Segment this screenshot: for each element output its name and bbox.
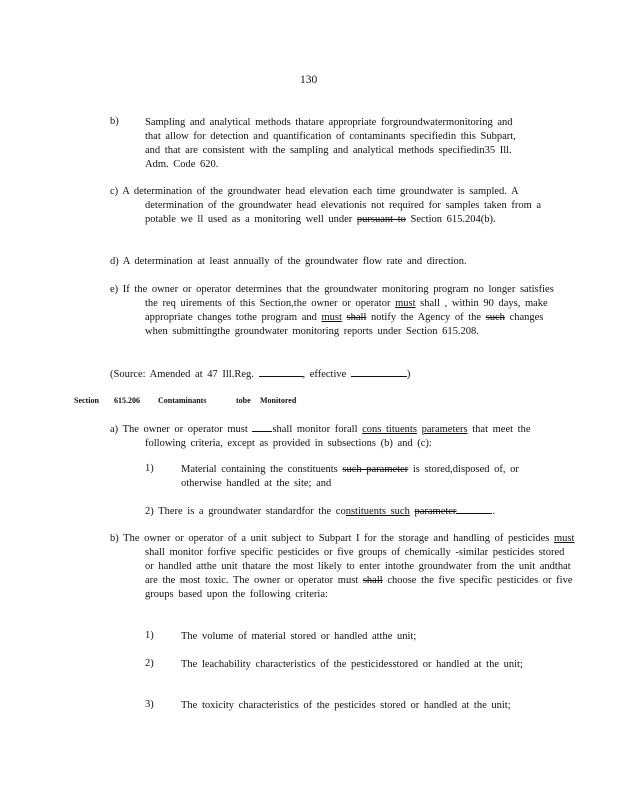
sec-b2-text: The leachability characteristics of the pesticidesstored or handled at the unit; xyxy=(181,659,523,670)
item-e-part1: e) If the owner or operator determines that the groundwater monitoring program no longer satisfies the req uirements of this Section,the owner or operator xyxy=(110,284,554,309)
sec-a-under1: cons tituents xyxy=(362,424,417,435)
item-c xyxy=(110,185,565,227)
item-e-part4: changes when submittingthe groundwater monitoring reports under Section 615.208. xyxy=(145,312,544,337)
item-c-strike: pursuant to xyxy=(356,214,406,225)
section-label: Section xyxy=(74,396,99,405)
sec-b-text1: b) The owner or operator of a unit subject to Subpart I for the storage and handling of pesticides xyxy=(110,533,550,544)
section-title-c: Monitored xyxy=(260,396,297,405)
sec-b-must1: must xyxy=(553,533,575,544)
sec-a-under2: parameters xyxy=(421,424,468,435)
section-number: 615.206 xyxy=(114,396,140,405)
sec-a2-strike: parameter xyxy=(414,506,457,517)
item-b-label: b) xyxy=(110,116,119,127)
item-e-strike-shall: shall xyxy=(346,312,367,323)
item-b-text: Sampling and analytical methods thatare appropriate forgroundwatermonitoring and that allow for detection and quantification of contaminants specifiedin this Subpart, and that are consistent with the sampling and analytical methods specifiedin35 Ill. Adm. Code 620. xyxy=(145,117,516,170)
sec-a1-label: 1) xyxy=(145,463,154,474)
sec-a1-text1: Material containing the constituents xyxy=(181,464,338,475)
source-reg-blank xyxy=(259,366,303,377)
section-title-a: Contaminants xyxy=(158,396,207,405)
sec-b3-label: 3) xyxy=(145,699,154,710)
sec-a-text1: a) The owner or operator must xyxy=(110,424,248,435)
item-d: d) A determination at least annually of the groundwater flow rate and direction. xyxy=(110,256,467,267)
item-e xyxy=(110,283,565,339)
source-suffix: ) xyxy=(406,369,411,380)
sec-a2-blank xyxy=(456,505,492,514)
sec-a1-text2: is stored,disposed of, or otherwise handled at the site; and xyxy=(181,464,519,489)
sec-a-text2: shall monitor forall xyxy=(272,424,358,435)
sec-b2-label: 2) xyxy=(145,658,154,669)
source-note xyxy=(110,366,530,382)
item-e-part3: notify the Agency of the xyxy=(371,312,482,323)
sec-a2 xyxy=(145,505,535,519)
page-number: 130 xyxy=(300,74,318,86)
section-title-b: tobe xyxy=(236,396,251,405)
source-date-blank xyxy=(351,366,407,377)
sec-b3-text: The toxicity characteristics of the pesticides stored or handled at the unit; xyxy=(181,700,511,711)
sec-a xyxy=(110,421,570,451)
sec-b-text2: shall monitor forfive specific pesticides or five groups of chemically -similar pesticides stored or handled atthe unit thatare the most likely to enter intothe groundwater from the unit andthat are the most toxic. The owner or operator must xyxy=(145,547,571,586)
sec-a-blank xyxy=(252,421,272,432)
sec-b1-text: The volume of material stored or handled atthe unit; xyxy=(181,631,417,642)
sec-a2-under: nstituents such xyxy=(345,506,410,517)
sec-b1-label: 1) xyxy=(145,630,154,641)
sec-a2-end: . xyxy=(492,506,496,517)
item-e-strike-such: such xyxy=(485,312,505,323)
item-e-must1: must xyxy=(395,298,416,309)
item-c-lead: c) A determination of the groundwater head elevation each time groundwater is sampled. A determination of the groundwater head elevationis not required for samples taken from a potable we ll used as a monitoring well under xyxy=(110,186,542,225)
item-c-tail: Section 615.204(b). xyxy=(410,214,496,225)
sec-a2-text1: 2) There is a groundwater standardfor the co xyxy=(145,506,346,517)
sec-a1 xyxy=(181,463,535,491)
source-prefix: (Source: Amended at 47 Ill.Reg. xyxy=(110,369,254,380)
item-e-part2: shall , within 90 days, make appropriate changes tothe program and xyxy=(145,298,548,323)
source-mid: , effective xyxy=(302,369,347,380)
sec-b-text3: choose the five specific pesticides or five groups based upon the following criteria: xyxy=(145,575,573,600)
sec-a-text3: that meet the following criteria, except as provided in subsections (b) and (c): xyxy=(145,424,531,449)
item-e-must2: must xyxy=(321,312,342,323)
sec-a1-strike: such parameter xyxy=(342,464,409,475)
sec-b xyxy=(110,532,575,602)
sec-b-strike: shall xyxy=(362,575,383,586)
